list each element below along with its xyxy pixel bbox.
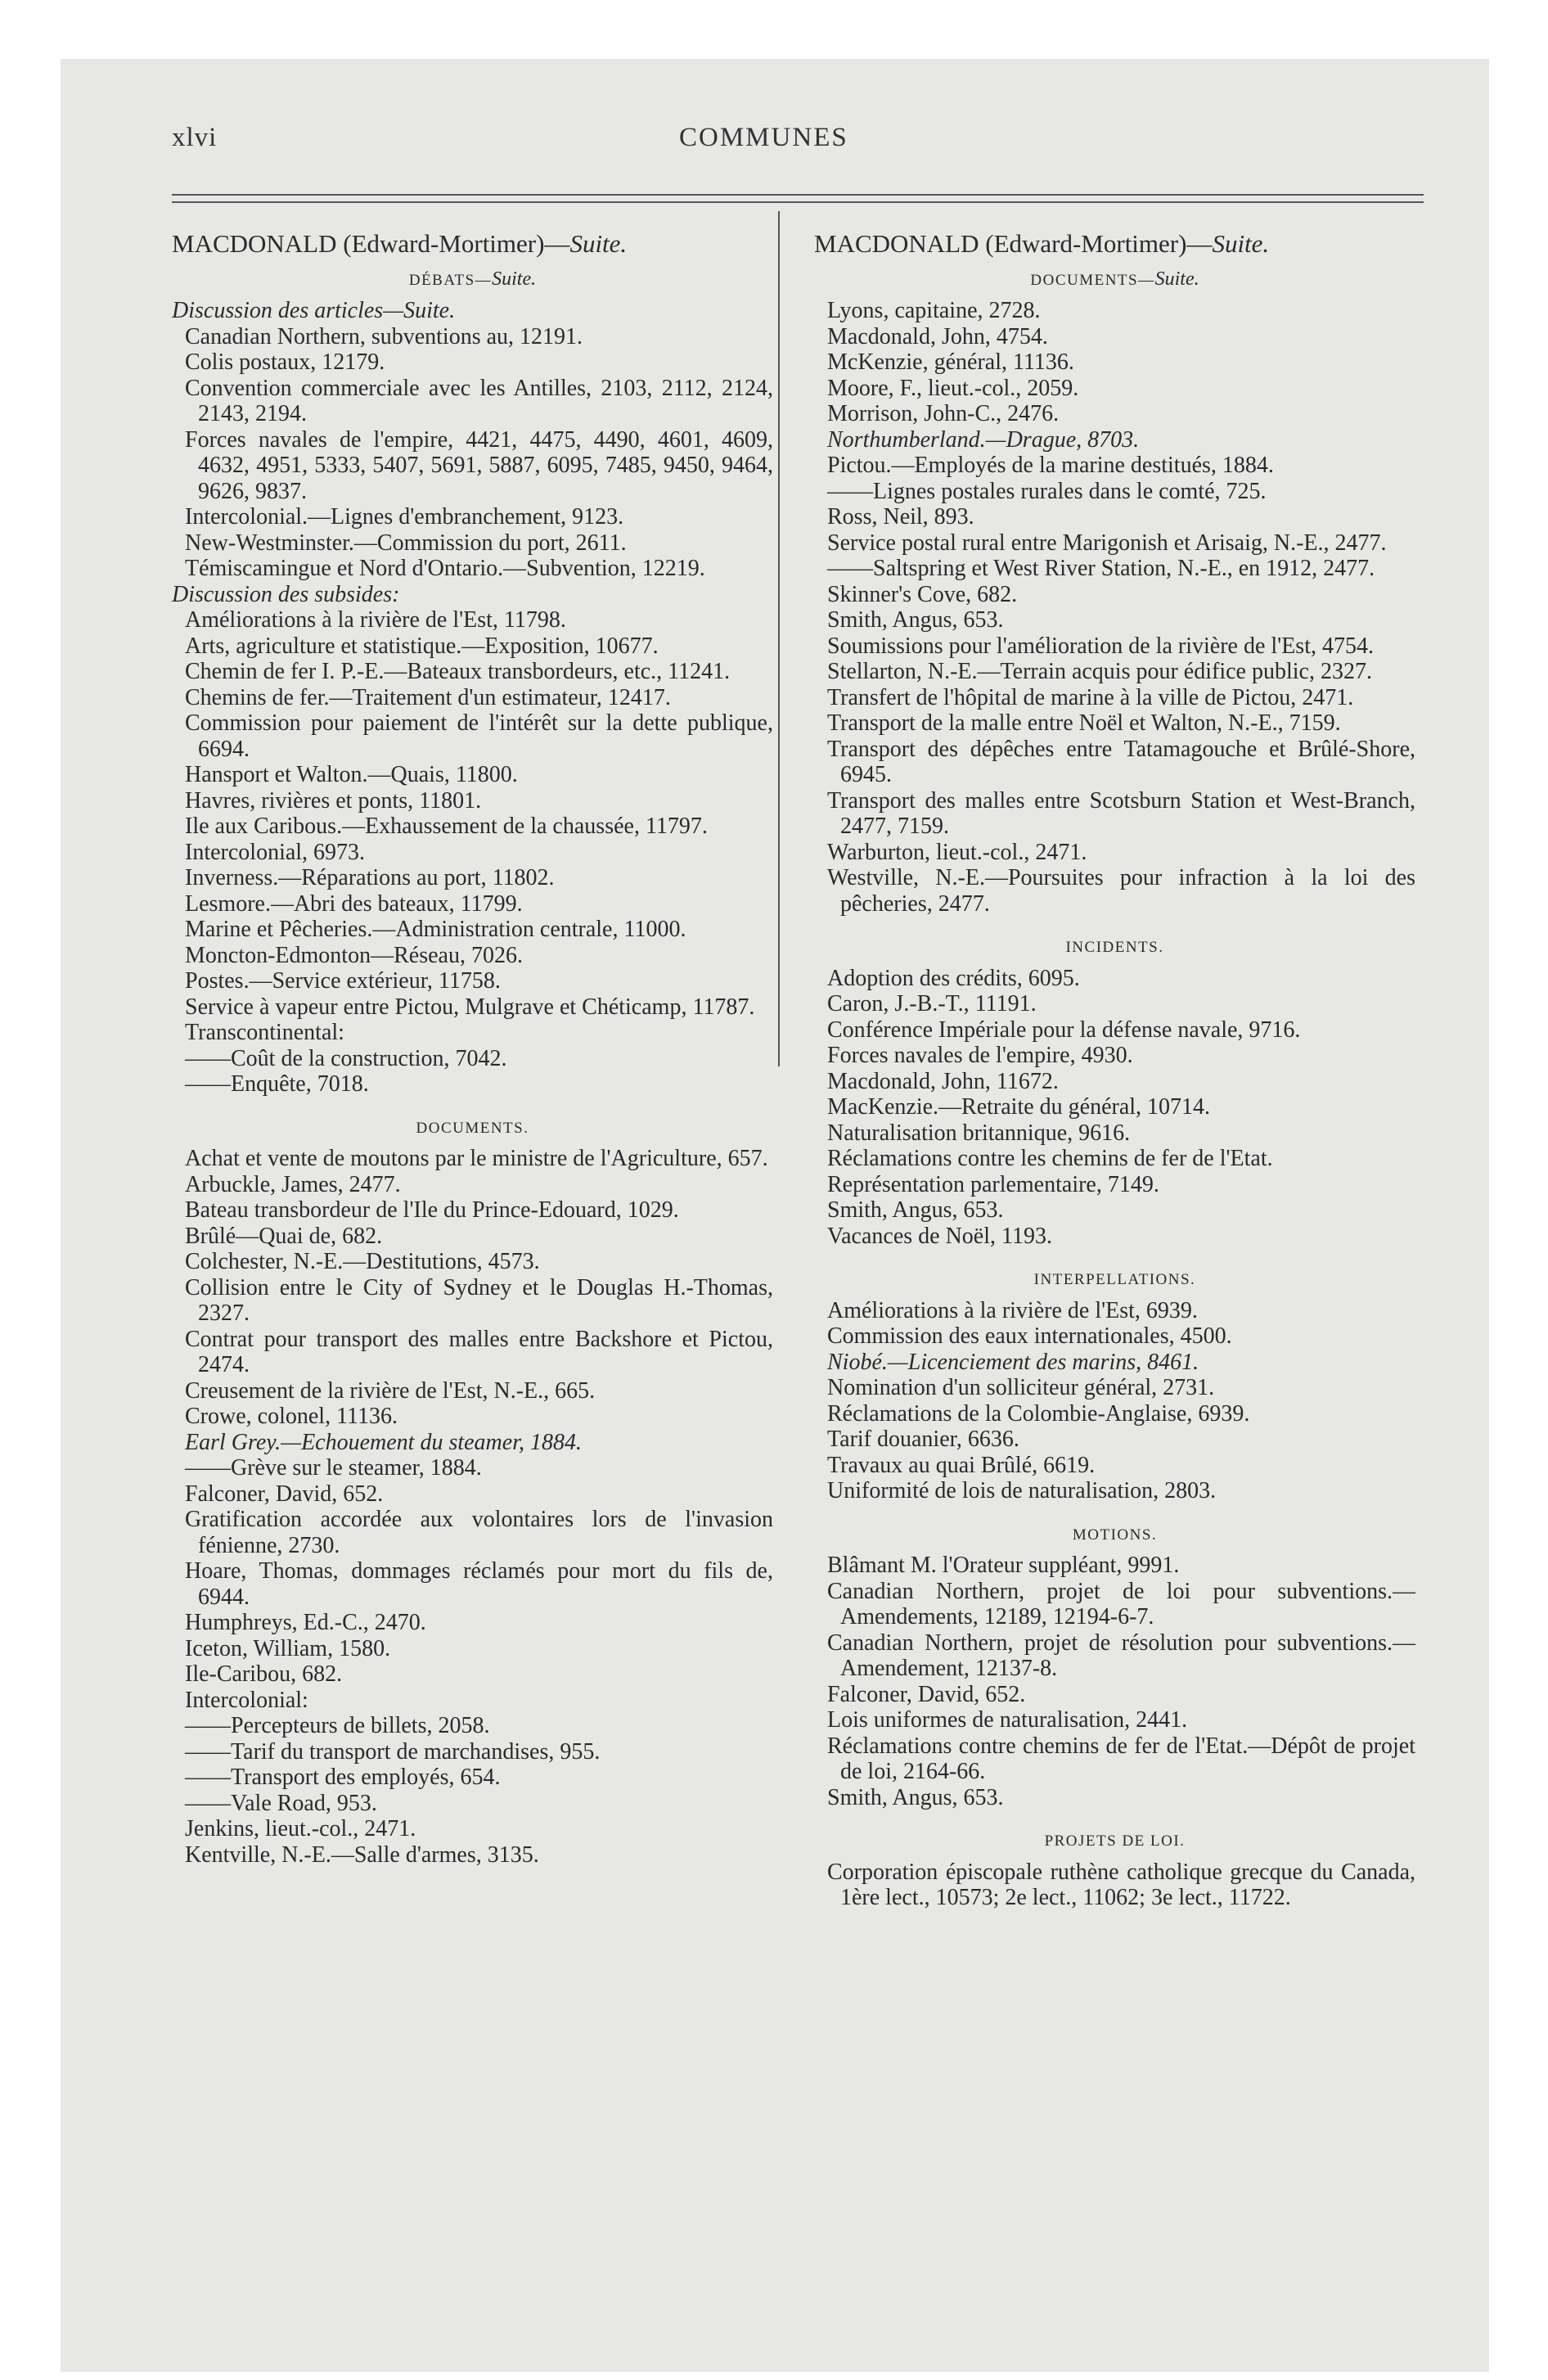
list-item: Inverness.—Réparations au port, 11802. bbox=[185, 865, 555, 890]
list-item: Soumissions pour l'amélioration de la rivière de l'Est, 4754. bbox=[827, 633, 1374, 659]
list-item: Vacances de Noël, 1193. bbox=[827, 1223, 1052, 1249]
list-subitem: ——Tarif du transport de marchandises, 955. bbox=[185, 1738, 601, 1765]
list-item: Gratification accordée aux volontaires lors de l'invasion fénienne, 2730. bbox=[185, 1507, 773, 1558]
header-rule-bottom bbox=[172, 201, 1424, 203]
list-item: Chemins de fer.—Traitement d'un estimateur, 12417. bbox=[185, 684, 671, 710]
left-column bbox=[172, 231, 773, 1868]
list-item: Transport de la malle entre Noël et Walton, N.-E., 7159. bbox=[827, 710, 1341, 736]
list-item: Transport des malles entre Scotsburn Station et West-Branch, 2477, 7159. bbox=[827, 787, 1415, 839]
list-item: Intercolonial, 6973. bbox=[185, 839, 366, 865]
heading-name: MACDONALD (Edward-Mortimer)— bbox=[172, 229, 570, 258]
list-item: Réclamations de la Colombie-Anglaise, 6939. bbox=[827, 1400, 1250, 1427]
list-item: Tarif douanier, 6636. bbox=[827, 1427, 1019, 1452]
list-item: Havres, rivières et ponts, 11801. bbox=[185, 787, 482, 814]
list-item: Collision entre le City of Sydney et le Douglas H.-Thomas, 2327. bbox=[185, 1274, 773, 1326]
heading-name: MACDONALD (Edward-Mortimer)— bbox=[814, 229, 1213, 258]
section-label: DOCUMENTS— bbox=[1030, 271, 1155, 289]
list-item: Ile-Caribou, 682. bbox=[185, 1661, 343, 1687]
list-item: Naturalisation britannique, 9616. bbox=[827, 1120, 1131, 1146]
list-subitem: ——Lignes postales rurales dans le comté, 725. bbox=[827, 478, 1267, 504]
list-item: Smith, Angus, 653. bbox=[827, 1784, 1004, 1810]
section-motions: MOTIONS. bbox=[1072, 1526, 1158, 1544]
list-item: Humphreys, Ed.-C., 2470. bbox=[185, 1610, 426, 1635]
list-item: Intercolonial: bbox=[185, 1687, 308, 1713]
list-item: Morrison, John-C., 2476. bbox=[827, 401, 1060, 426]
list-item: Smith, Angus, 653. bbox=[827, 1197, 1004, 1223]
list-item: Convention commerciale avec les Antilles, 2103, 2112, 2124, 2143, 2194. bbox=[185, 375, 773, 426]
list-item: Moore, F., lieut.-col., 2059. bbox=[827, 375, 1079, 401]
list-item: Bateau transbordeur de l'Ile du Prince-Edouard, 1029. bbox=[185, 1197, 679, 1223]
list-item: Intercolonial.—Lignes d'embranchement, 9123. bbox=[185, 504, 624, 530]
list-item: Iceton, William, 1580. bbox=[185, 1635, 391, 1661]
list-item: Arbuckle, James, 2477. bbox=[185, 1171, 401, 1197]
list-item: Ross, Neil, 893. bbox=[827, 504, 974, 530]
section-projets: PROJETS DE LOI. bbox=[1044, 1832, 1186, 1850]
list-subitem: ——Coût de la construction, 7042. bbox=[185, 1045, 507, 1071]
left-column-heading bbox=[172, 231, 773, 257]
list-item: Ile aux Caribous.—Exhaussement de la chaussée, 11797. bbox=[185, 814, 708, 839]
list-item: Macdonald, John, 4754. bbox=[827, 323, 1048, 349]
section-documents-cont bbox=[814, 267, 1415, 294]
list-item: Warburton, lieut.-col., 2471. bbox=[827, 839, 1087, 865]
section-label: DÉBATS— bbox=[408, 271, 493, 289]
list-item: New-Westminster.—Commission du port, 2611. bbox=[185, 530, 627, 556]
list-item: Hoare, Thomas, dommages réclamés pour mort du fils de, 6944. bbox=[185, 1558, 773, 1610]
list-item: Transfert de l'hôpital de marine à la ville de Pictou, 2471. bbox=[827, 684, 1354, 710]
list-item: Réclamations contre les chemins de fer de l'Etat. bbox=[827, 1146, 1273, 1171]
documents-list bbox=[814, 298, 1415, 917]
section-suite: Suite. bbox=[492, 268, 537, 290]
list-item: Moncton-Edmonton—Réseau, 7026. bbox=[185, 942, 523, 968]
section-incidents: INCIDENTS. bbox=[1065, 939, 1164, 956]
list-item: Réclamations contre chemins de fer de l'Etat.—Dépôt de projet de loi, 2164-66. bbox=[827, 1733, 1415, 1784]
section-documents: DOCUMENTS. bbox=[416, 1119, 529, 1137]
list-item: Kentville, N.-E.—Salle d'armes, 3135. bbox=[185, 1841, 539, 1868]
heading-suite: Suite. bbox=[1212, 229, 1270, 258]
subhead-subsides: Discussion des subsides: bbox=[172, 581, 400, 607]
list-item: Stellarton, N.-E.—Terrain acquis pour édifice public, 2327. bbox=[827, 659, 1372, 684]
list-item: Achat et vente de moutons par le ministre de l'Agriculture, 657. bbox=[185, 1146, 768, 1171]
list-item: Adoption des crédits, 6095. bbox=[827, 965, 1080, 991]
list-item: Falconer, David, 652. bbox=[185, 1481, 384, 1507]
list-item: Lesmore.—Abri des bateaux, 11799. bbox=[185, 890, 523, 917]
list-subitem: ——Enquête, 7018. bbox=[185, 1071, 369, 1097]
list-item: Contrat pour transport des malles entre Backshore et Pictou, 2474. bbox=[185, 1326, 773, 1377]
list-item: Service postal rural entre Marigonish et Arisaig, N.-E., 2477. bbox=[827, 530, 1387, 556]
section-debats bbox=[172, 267, 773, 294]
list-item: Crowe, colonel, 11136. bbox=[185, 1404, 398, 1429]
list-item: Northumberland.—Drague, 8703. bbox=[827, 426, 1140, 453]
list-item: Lois uniformes de naturalisation, 2441. bbox=[827, 1707, 1188, 1733]
list-item: Canadian Northern, projet de loi pour subventions.—Amendements, 12189, 12194-6-7. bbox=[827, 1578, 1415, 1629]
list-item: Blâmant M. l'Orateur suppléant, 9991. bbox=[827, 1553, 1180, 1578]
list-item: Commission des eaux internationales, 4500. bbox=[827, 1323, 1232, 1349]
incidents-list bbox=[814, 966, 1415, 1250]
list-item: Caron, J.-B.-T., 11191. bbox=[827, 991, 1037, 1016]
running-head: COMMUNES bbox=[679, 123, 848, 152]
list-item: Nomination d'un solliciteur général, 2731. bbox=[827, 1375, 1215, 1400]
list-item: Représentation parlementaire, 7149. bbox=[827, 1171, 1159, 1197]
list-item: Niobé.—Licenciement des marins, 8461. bbox=[827, 1349, 1199, 1375]
subhead-articles: Discussion des articles—Suite. bbox=[172, 298, 456, 323]
list-item: Falconer, David, 652. bbox=[827, 1681, 1026, 1707]
list-item: Améliorations à la rivière de l'Est, 11798. bbox=[185, 607, 566, 633]
list-item: Earl Grey.—Echouement du steamer, 1884. bbox=[185, 1429, 582, 1455]
list-item: Hansport et Walton.—Quais, 11800. bbox=[185, 762, 518, 787]
list-item: Canadian Northern, subventions au, 12191. bbox=[185, 323, 583, 349]
page-folio: xlvi bbox=[172, 123, 218, 152]
list-subitem: ——Grève sur le steamer, 1884. bbox=[185, 1455, 482, 1481]
list-item: Transport des dépêches entre Tatamagouche et Brûlé-Shore, 6945. bbox=[827, 736, 1415, 787]
list-item: Colchester, N.-E.—Destitutions, 4573. bbox=[185, 1249, 540, 1274]
header-rule-top bbox=[172, 194, 1424, 196]
list-item: Skinner's Cove, 682. bbox=[827, 581, 1018, 607]
list-item: Pictou.—Employés de la marine destitués, 1884. bbox=[827, 453, 1274, 478]
list-subitem: ——Percepteurs de billets, 2058. bbox=[185, 1713, 490, 1738]
list-item: Forces navales de l'empire, 4421, 4475, 4490, 4601, 4609, 4632, 4951, 5333, 5407, 5691, 5887, 6095, 7485, 9450, 9464, 9626, 9837. bbox=[185, 426, 773, 504]
list-item: Jenkins, lieut.-col., 2471. bbox=[185, 1816, 416, 1841]
section-suite: Suite. bbox=[1154, 268, 1199, 290]
list-subitem: ——Transport des employés, 654. bbox=[185, 1765, 501, 1790]
list-subitem: ——Saltspring et West River Station, N.-E., en 1912, 2477. bbox=[827, 556, 1375, 581]
list-item: Arts, agriculture et statistique.—Exposition, 10677. bbox=[185, 633, 659, 659]
list-subitem: ——Vale Road, 953. bbox=[185, 1790, 377, 1816]
projets-list bbox=[814, 1859, 1415, 1911]
list-item: Brûlé—Quai de, 682. bbox=[185, 1223, 383, 1249]
list-item: Canadian Northern, projet de résolution pour subventions.—Amendement, 12137-8. bbox=[827, 1629, 1415, 1681]
list-item: Forces navales de l'empire, 4930. bbox=[827, 1043, 1133, 1068]
list-item: Travaux au quai Brûlé, 6619. bbox=[827, 1452, 1096, 1478]
subsides-list bbox=[172, 607, 773, 1098]
list-item: McKenzie, général, 11136. bbox=[827, 349, 1074, 375]
articles-list bbox=[172, 324, 773, 582]
list-item: Corporation épiscopale ruthène catholique grecque du Canada, 1ère lect., 10573; 2e lect., 11062; 3e lect., 11722. bbox=[827, 1859, 1415, 1910]
column-divider bbox=[778, 211, 780, 1066]
list-item: Commission pour paiement de l'intérêt sur la dette publique, 6694. bbox=[185, 710, 773, 762]
list-item: Chemin de fer I. P.-E.—Bateaux transbordeurs, etc., 11241. bbox=[185, 659, 731, 684]
list-item: Postes.—Service extérieur, 11758. bbox=[185, 968, 501, 994]
list-item: Westville, N.-E.—Poursuites pour infraction à la loi des pêcheries, 2477. bbox=[827, 865, 1415, 917]
motions-list bbox=[814, 1553, 1415, 1810]
section-interpellations: INTERPELLATIONS. bbox=[1033, 1271, 1196, 1288]
right-column bbox=[814, 231, 1415, 1911]
list-item: Smith, Angus, 653. bbox=[827, 607, 1004, 633]
list-item: Creusement de la rivière de l'Est, N.-E., 665. bbox=[185, 1377, 596, 1404]
right-column-heading bbox=[814, 231, 1415, 257]
list-item: Conférence Impériale pour la défense navale, 9716. bbox=[827, 1016, 1301, 1043]
list-item: Uniformité de lois de naturalisation, 2803. bbox=[827, 1478, 1217, 1503]
list-item: Lyons, capitaine, 2728. bbox=[827, 298, 1041, 323]
heading-suite: Suite. bbox=[569, 229, 628, 258]
list-item: Service à vapeur entre Pictou, Mulgrave et Chéticamp, 11787. bbox=[185, 994, 755, 1020]
list-item: Macdonald, John, 11672. bbox=[827, 1068, 1059, 1094]
list-item: Améliorations à la rivière de l'Est, 6939. bbox=[827, 1297, 1198, 1323]
documents-list bbox=[172, 1146, 773, 1868]
list-item: Marine et Pêcheries.—Administration centrale, 11000. bbox=[185, 917, 686, 942]
list-item: MacKenzie.—Retraite du général, 10714. bbox=[827, 1094, 1211, 1120]
interpellations-list bbox=[814, 1298, 1415, 1504]
list-item: Témiscamingue et Nord d'Ontario.—Subvention, 12219. bbox=[185, 556, 705, 581]
list-item: Colis postaux, 12179. bbox=[185, 349, 385, 375]
list-item: Transcontinental: bbox=[185, 1020, 344, 1045]
